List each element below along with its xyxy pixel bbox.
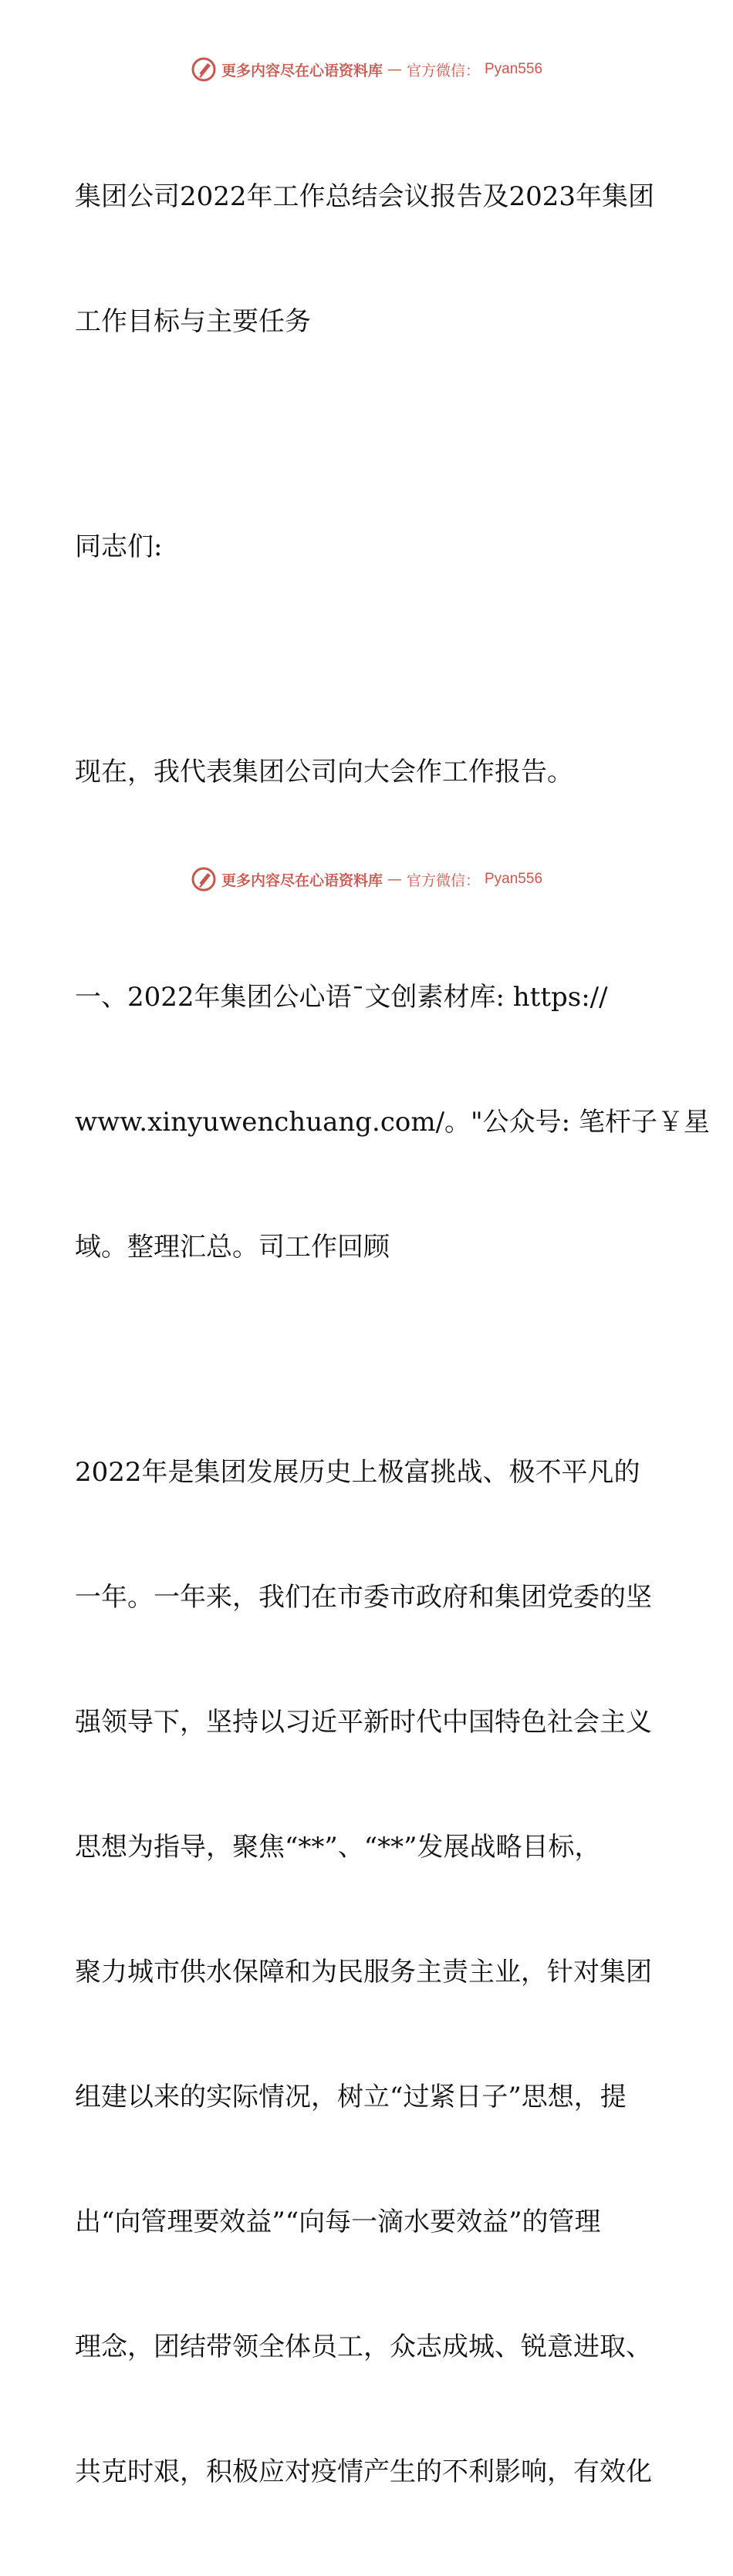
title-line-1: 集团公司2022年工作总结会议报告及2023年集团	[75, 181, 655, 212]
body-line: 强领导下，坚持以习近平新时代中国特色社会主义	[75, 1707, 652, 1738]
banner-wechat-label: 官方微信：	[406, 62, 480, 79]
section-heading	[75, 893, 710, 1351]
body-line: 出“向管理要效益”“向每一滴水要效益”的管理	[75, 2207, 601, 2237]
greeting-line: 同志们:	[75, 531, 163, 562]
title-line-2: 工作目标与主要任务	[75, 306, 311, 337]
body-line: 聚力城市供水保障和为民服务主责主业，针对集团	[75, 1957, 652, 1988]
intro-paragraph	[75, 668, 661, 876]
body-line: 理念，团结带领全体员工，众志成城、锐意进取、	[75, 2332, 652, 2362]
header-banner	[0, 54, 733, 85]
body-line: 组建以来的实际情况，树立“过紧日子”思想，提	[75, 2082, 627, 2112]
intro-line: 现在，我代表集团公司向大会作工作报告。	[75, 757, 573, 787]
footer-banner	[0, 864, 733, 895]
banner-main-text: 更多内容尽在心语资料库	[221, 62, 383, 79]
pen-logo-icon	[191, 56, 217, 83]
body-line: 2022年是集团发展历史上极富挑战、极不平凡的	[75, 1457, 640, 1488]
banner-wechat-id: Pyan556	[485, 871, 543, 887]
document-title	[75, 93, 661, 426]
body-line: 共克时艰，积极应对疫情产生的不利影响，有效化	[75, 2456, 652, 2487]
pen-logo-icon	[191, 866, 217, 892]
banner-dash: —	[387, 871, 402, 888]
document-body	[75, 93, 710, 2576]
banner-wechat-id: Pyan556	[485, 61, 543, 77]
body-paragraph	[75, 1368, 661, 2576]
section-line-3: 域。整理汇总。司工作回顾	[75, 1232, 390, 1263]
section-line-1: 一、2022年集团公心语¯文创素材库: https://	[75, 982, 608, 1013]
body-line: 一年。一年来，我们在市委市政府和集团党委的坚	[75, 1582, 652, 1613]
banner-dash: —	[387, 61, 402, 78]
greeting	[75, 443, 661, 651]
section-line-2: www.xinyuwenchuang.com/。"公众号: 笔杆子￥星	[75, 1107, 710, 1138]
banner-wechat-label: 官方微信：	[406, 872, 480, 889]
banner-main-text: 更多内容尽在心语资料库	[221, 872, 383, 889]
body-line: 思想为指导，聚焦“**”、“**”发展战略目标，	[75, 1832, 601, 1863]
